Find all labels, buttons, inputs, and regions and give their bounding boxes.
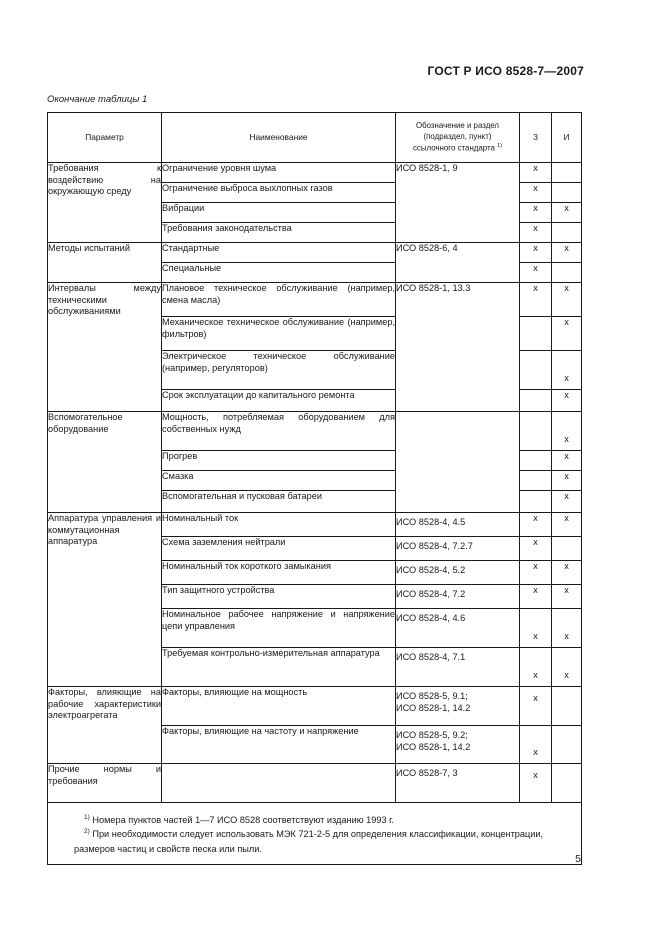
row-name: Ограничение выброса выхлопных газов — [162, 183, 396, 203]
mark-i: x — [552, 412, 582, 451]
row-reference-line1: ИСО 8528-5, 9.1; — [396, 691, 468, 701]
row-name: Номинальный ток короткого замыкания — [162, 561, 396, 585]
footnotes-row — [48, 803, 582, 865]
column-header-z: З — [520, 113, 552, 163]
row-name: Плановое техническое обслуживание (например, смена масла) — [162, 283, 396, 317]
mark-i: x — [552, 451, 582, 471]
row-name: Специальные — [162, 263, 396, 283]
mark-i: x — [552, 390, 582, 412]
mark-i: x — [552, 585, 582, 609]
mark-i: x — [552, 283, 582, 317]
mark-z — [520, 317, 552, 351]
row-reference — [396, 412, 520, 513]
row-name: Мощность, потребляемая оборудованием для собственных нужд — [162, 412, 396, 451]
row-name: Факторы, влияющие на мощность — [162, 687, 396, 726]
row-name: Тип защитного устройства — [162, 585, 396, 609]
mark-z: x — [520, 223, 552, 243]
mark-i — [552, 263, 582, 283]
group-parameter: Вспомогательное оборудование — [48, 412, 162, 513]
mark-i: x — [552, 243, 582, 263]
footnote-1-mark: 1) — [84, 814, 90, 821]
row-name: Срок эксплуатации до капитального ремонта — [162, 390, 396, 412]
group-parameter: Требования к воздействию на окружающую среду — [48, 163, 162, 243]
row-name: Номинальный ток — [162, 513, 396, 537]
column-header-name: Наименование — [162, 113, 396, 163]
mark-i — [552, 163, 582, 183]
mark-z: x — [520, 764, 552, 803]
table-row — [48, 243, 582, 263]
mark-i — [552, 223, 582, 243]
mark-z: x — [520, 513, 552, 537]
table-row — [48, 283, 582, 317]
row-name: Ограничение уровня шума — [162, 163, 396, 183]
row-name: Смазка — [162, 471, 396, 491]
row-name: Факторы, влияющие на частоту и напряжение — [162, 726, 396, 764]
footnote-1 — [74, 813, 573, 827]
table-row — [48, 764, 582, 803]
mark-z: x — [520, 203, 552, 223]
row-reference: ИСО 8528-4, 7.2.7 — [396, 537, 520, 561]
mark-i — [552, 726, 582, 764]
mark-i — [552, 183, 582, 203]
row-reference: ИСО 8528-6, 4 — [396, 243, 520, 283]
row-reference: ИСО 8528-4, 7.1 — [396, 648, 520, 687]
mark-z — [520, 351, 552, 390]
column-header-reference — [396, 113, 520, 163]
table-header-row — [48, 113, 582, 163]
footnote-2-mark: 2) — [84, 828, 90, 836]
column-header-reference-footnote-mark: 1) — [497, 142, 503, 149]
row-name — [162, 764, 396, 803]
mark-z: x — [520, 183, 552, 203]
table-row — [48, 687, 582, 726]
table-row — [48, 412, 582, 451]
mark-i: x — [552, 513, 582, 537]
column-header-reference-line3: ссылочного стандарта — [412, 143, 495, 153]
mark-z — [520, 412, 552, 451]
mark-z: x — [520, 648, 552, 687]
column-header-i: И — [552, 113, 582, 163]
row-name: Прогрев — [162, 451, 396, 471]
footnote-2 — [74, 827, 573, 856]
document-code: ГОСТ Р ИСО 8528-7—2007 — [427, 64, 584, 78]
row-reference-line1: ИСО 8528-5, 9.2; — [396, 730, 468, 740]
footnotes — [48, 803, 582, 865]
mark-z: x — [520, 609, 552, 648]
row-reference: ИСО 8528-1, 13.3 — [396, 283, 520, 412]
row-name: Механическое техническое обслуживание (например, фильтров) — [162, 317, 396, 351]
footnote-2-text: При необходимости следует использовать МЭК 721-2-5 для определения классификации, концентрации, размеров частиц и свойств песка или пыли. — [74, 829, 544, 854]
row-reference: ИСО 8528-4, 7.2 — [396, 585, 520, 609]
row-name: Требуемая контрольно-измерительная аппаратура — [162, 648, 396, 687]
row-name: Стандартные — [162, 243, 396, 263]
mark-i: x — [552, 317, 582, 351]
mark-i: x — [552, 648, 582, 687]
row-name: Схема заземления нейтрали — [162, 537, 396, 561]
row-reference — [396, 687, 520, 726]
mark-i — [552, 537, 582, 561]
mark-z: x — [520, 243, 552, 263]
row-reference: ИСО 8528-4, 4.5 — [396, 513, 520, 537]
row-reference-line2: ИСО 8528-1, 14.2 — [396, 702, 471, 713]
footnote-1-text: Номера пунктов частей 1—7 ИСО 8528 соответствуют изданию 1993 г. — [92, 815, 394, 826]
mark-z: x — [520, 687, 552, 726]
mark-i: x — [552, 561, 582, 585]
mark-i — [552, 764, 582, 803]
mark-i: x — [552, 351, 582, 390]
row-name: Вибрации — [162, 203, 396, 223]
column-header-reference-line1: Обозначение и раздел — [415, 121, 500, 131]
group-parameter: Интервалы между техническими обслуживаниями — [48, 283, 162, 412]
table-caption: Окончание таблицы 1 — [47, 94, 148, 105]
mark-i: x — [552, 471, 582, 491]
mark-z: x — [520, 537, 552, 561]
mark-z — [520, 390, 552, 412]
group-parameter: Методы испытаний — [48, 243, 162, 283]
row-reference-line2: ИСО 8528-1, 14.2 — [396, 741, 471, 752]
row-reference: ИСО 8528-1, 9 — [396, 163, 520, 243]
page-number: 5 — [575, 853, 581, 865]
mark-i: x — [552, 609, 582, 648]
row-reference — [396, 726, 520, 764]
table-row — [48, 163, 582, 183]
mark-z: x — [520, 561, 552, 585]
mark-z: x — [520, 283, 552, 317]
row-reference: ИСО 8528-7, 3 — [396, 764, 520, 803]
mark-z — [520, 451, 552, 471]
mark-z: x — [520, 263, 552, 283]
column-header-reference-line2: (подраздел, пункт) — [423, 131, 492, 141]
mark-z: x — [520, 726, 552, 764]
mark-i: x — [552, 203, 582, 223]
row-reference: ИСО 8528-4, 4.6 — [396, 609, 520, 648]
group-parameter: Прочие нормы и требования — [48, 764, 162, 803]
column-header-param: Параметр — [48, 113, 162, 163]
group-parameter: Факторы, влияющие на рабочие характеристики электроагрегата — [48, 687, 162, 764]
row-name: Требования законодательства — [162, 223, 396, 243]
row-name: Номинальное рабочее напряжение и напряжение цепи управления — [162, 609, 396, 648]
table-row — [48, 513, 582, 537]
mark-z: x — [520, 585, 552, 609]
mark-z — [520, 471, 552, 491]
requirements-table — [47, 112, 582, 865]
mark-z: x — [520, 163, 552, 183]
row-reference: ИСО 8528-4, 5.2 — [396, 561, 520, 585]
mark-z — [520, 491, 552, 513]
row-name: Вспомогательная и пусковая батареи — [162, 491, 396, 513]
group-parameter: Аппаратура управления и коммутационная аппаратура — [48, 513, 162, 687]
row-name: Электрическое техническое обслуживание (например, регуляторов) — [162, 351, 396, 390]
mark-i — [552, 687, 582, 726]
mark-i: x — [552, 491, 582, 513]
